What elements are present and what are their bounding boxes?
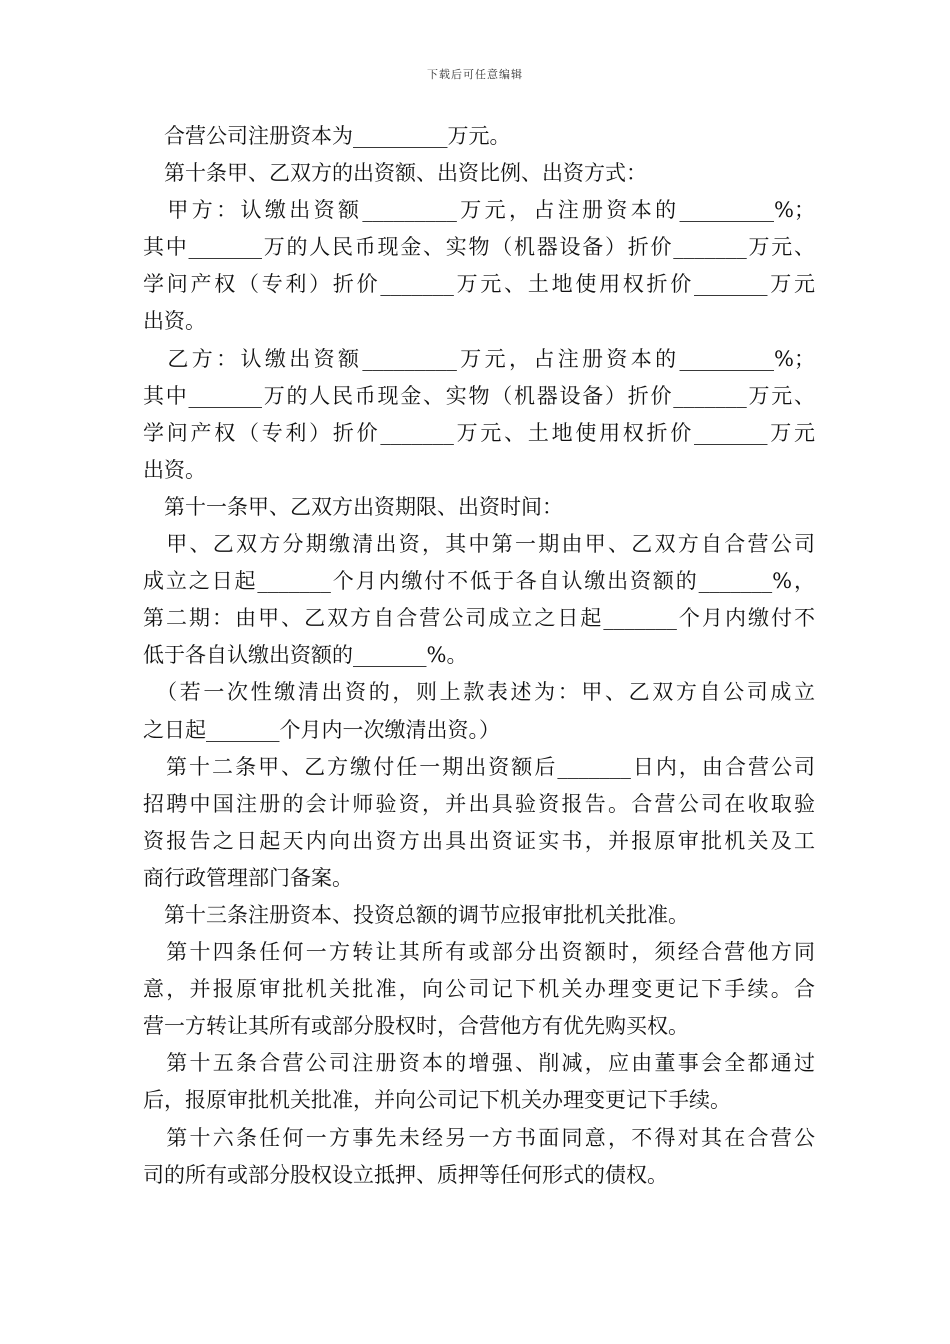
text-line: 第十六条任何一方事先未经另一方书面同意，不得对其在合营公 [143, 1125, 815, 1150]
text-line: 学问产权（专利）折价_______万元、土地使用权折价_______万元 [143, 272, 815, 297]
text-line: 成立之日起_______个月内缴付不低于各自认缴出资额的_______%， [143, 569, 815, 594]
text-line: 第十四条任何一方转让其所有或部分出资额时，须经合营他方同 [143, 940, 815, 965]
text-line: 第十五条合营公司注册资本的增强、削减，应由董事会全都通过 [143, 1051, 815, 1076]
text-line: 低于各自认缴出资额的_______%。 [143, 643, 468, 668]
text-line: 第十一条甲、乙双方出资期限、出资时间： [143, 494, 563, 519]
text-line: 其中_______万的人民币现金、实物（机器设备）折价_______万元、 [143, 383, 815, 408]
document-body [143, 118, 815, 1194]
text-line: 后，报原审批机关批准，并向公司记下机关办理变更记下手续。 [143, 1088, 731, 1113]
text-line: 第十条甲、乙双方的出资额、出资比例、出资方式： [143, 161, 647, 186]
text-line: 合营公司注册资本为_________万元。 [143, 124, 511, 148]
text-line: 出资。 [143, 457, 206, 482]
text-line: 甲方：认缴出资额_________万元，占注册资本的_________%； [143, 198, 815, 223]
text-line: 甲、乙双方分期缴清出资，其中第一期由甲、乙双方自合营公司 [143, 532, 815, 557]
text-line: 第十三条注册资本、投资总额的调节应报审批机关批准。 [143, 902, 689, 927]
text-line: 意，并报原审批机关批准，向公司记下机关办理变更记下手续。合 [143, 977, 815, 1002]
text-line: 之日起_______个月内一次缴清出资。） [143, 717, 500, 742]
text-line: （若一次性缴清出资的，则上款表述为：甲、乙双方自公司成立 [143, 680, 815, 705]
text-line: 资报告之日起天内向出资方出具出资证实书，并报原审批机关及工 [143, 828, 815, 853]
text-line: 乙方：认缴出资额_________万元，占注册资本的_________%； [143, 346, 815, 371]
text-line: 商行政管理部门备案。 [143, 865, 353, 890]
text-line: 第十二条甲、乙方缴付任一期出资额后_______日内，由合营公司 [143, 754, 815, 779]
text-line: 营一方转让其所有或部分股权时，合营他方有优先购买权。 [143, 1014, 689, 1039]
page-header-note: 下载后可任意编辑 [427, 68, 523, 81]
text-line: 司的所有或部分股权设立抵押、质押等任何形式的债权。 [143, 1162, 668, 1187]
text-line: 招聘中国注册的会计师验资，并出具验资报告。合营公司在收取验 [143, 791, 815, 816]
text-line: 出资。 [143, 309, 206, 334]
text-line: 学问产权（专利）折价_______万元、土地使用权折价_______万元 [143, 420, 815, 445]
text-line: 第二期：由甲、乙双方自合营公司成立之日起_______个月内缴付不 [143, 606, 815, 631]
text-line: 其中_______万的人民币现金、实物（机器设备）折价_______万元、 [143, 235, 815, 260]
